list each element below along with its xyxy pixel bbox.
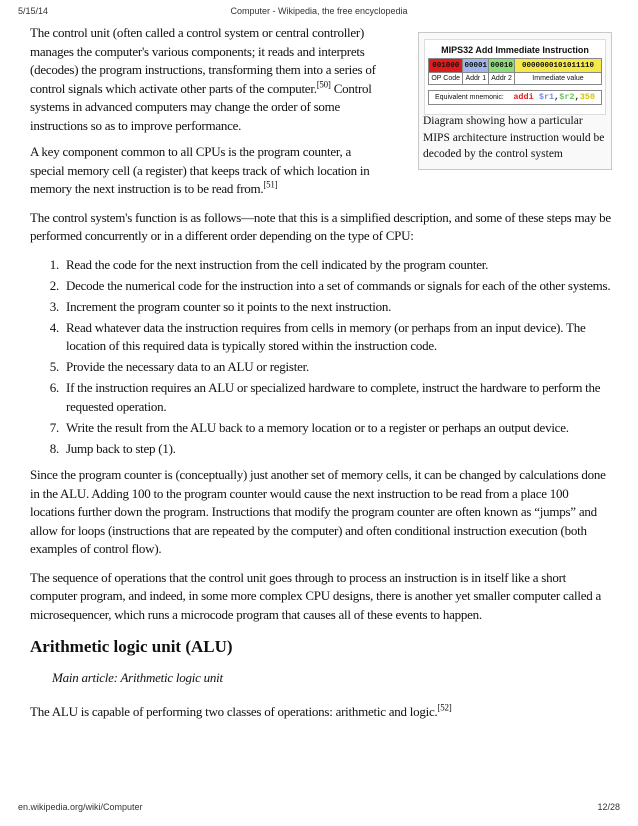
print-date: 5/15/14 — [18, 6, 49, 16]
page-footer — [18, 802, 620, 816]
page-url: en.wikipedia.org/wiki/Computer — [18, 802, 143, 812]
immediate-label: Immediate value — [532, 75, 584, 82]
addr1-bits: 00001 — [463, 59, 489, 72]
list-item-step-8: 8. Jump back to step (1). — [62, 440, 614, 459]
paragraph-program-counter — [30, 143, 386, 199]
paragraph-microsequencer: The sequence of operations that the control unit goes through to process an instruction is in itself like a short computer program, and indeed, in some more complex CPU designs, there is another yet smaller computer called a microsequencer, which runs a microcode program that causes all of these events to happen. — [30, 569, 602, 622]
list-item-step-6: 6. If the instruction requires an ALU or specialized hardware to complete, instruct the hardware to perform the requested operation. — [62, 379, 614, 416]
citation-52-link[interactable]: [52] — [437, 702, 452, 713]
mnemonic-r1: $r1 — [538, 92, 555, 102]
list-item-step-5: 5. Provide the necessary data to an ALU or register. — [62, 358, 614, 377]
page-header — [18, 6, 620, 20]
paragraph-jumps: Since the program counter is (conceptually) just another set of memory cells, it can be changed by calculations done in the ALU. Adding 100 to the program counter would cause the next instruction to be read from a place 100 locations further down the program. Instructions that modify the program counter are often known as “jumps” and allow for loops (instructions that are repeated by the computer) and often conditional instruction execution (both examples of control flow). — [30, 467, 606, 556]
citation-50-link[interactable]: [50] — [316, 79, 331, 90]
list-item-step-3: 3. Increment the program counter so it points to the next instruction. — [62, 298, 614, 317]
opcode-label: OP Code — [429, 73, 463, 84]
control-steps-list — [30, 256, 614, 459]
main-article-hatnote[interactable]: Main article: Arithmetic logic unit — [52, 669, 223, 685]
list-item-step-1: 1. Read the code for the next instruction from the cell indicated by the program counter. — [62, 256, 614, 275]
mnemonic-r2: $r2 — [559, 92, 575, 102]
paragraph-alu — [30, 703, 614, 722]
page-title: Computer - Wikipedia, the free encyclopedia — [230, 6, 408, 16]
page-number: 12/28 — [597, 802, 620, 812]
mnemonic: addi $r1,$r2,350 — [513, 92, 595, 102]
citation-51-link[interactable]: [51] — [263, 179, 278, 190]
diagram-title: MIPS32 Add Immediate Instruction — [441, 45, 589, 55]
article-body — [30, 24, 614, 732]
section-heading-alu: Arithmetic logic unit (ALU) — [30, 637, 233, 656]
equivalent-mnemonic-label: Equivalent mnemonic: — [435, 94, 504, 101]
mnemonic-op: addi — [513, 92, 534, 102]
addr2-label: Addr 2 — [489, 73, 515, 84]
addr1-label: Addr 1 — [463, 73, 489, 84]
immediate-bits: 0000000101011110 — [515, 59, 601, 72]
opcode-bits: 001000 — [429, 59, 463, 72]
paragraph-control-unit-tail: Control systems in advanced computers may change the order of some instructions so as to improve performance. — [30, 80, 372, 133]
list-item-step-4: 4. Read whatever data the instruction requires from cells in memory (or perhaps from an input device). The location of this required data is typically stored within the instruction code. — [62, 319, 614, 356]
paragraph-control-system: The control system's function is as follows—note that this is a simplified description, and some of these steps may be performed concurrently or in a different order depending on the type of CPU: — [30, 209, 611, 243]
paragraph-control-unit — [30, 24, 386, 135]
mnemonic-imm: 350 — [579, 92, 595, 102]
paragraph-alu-text: The ALU is capable of performing two classes of operations: arithmetic and logic. — [30, 704, 438, 719]
figure-caption: Diagram showing how a particular MIPS architecture instruction would be decoded by the control system — [423, 115, 605, 160]
list-item-step-7: 7. Write the result from the ALU back to a memory location or to a register or perhaps an output device. — [62, 419, 614, 438]
paragraph-control-unit-text: The control unit (often called a control system or central controller) manages the computer's various components; it reads and interprets (decodes) the program instructions, transforming them into a series of control signals which activate other parts of the computer. — [30, 25, 376, 96]
addr2-bits: 00010 — [489, 59, 515, 72]
list-item-step-2: 2. Decode the numerical code for the instruction into a set of commands or signals for each of the other systems. — [62, 277, 614, 296]
paragraph-program-counter-text: A key component common to all CPUs is the program counter, a special memory cell (a register) that keeps track of which location in memory the next instruction is to be read from. — [30, 144, 370, 196]
